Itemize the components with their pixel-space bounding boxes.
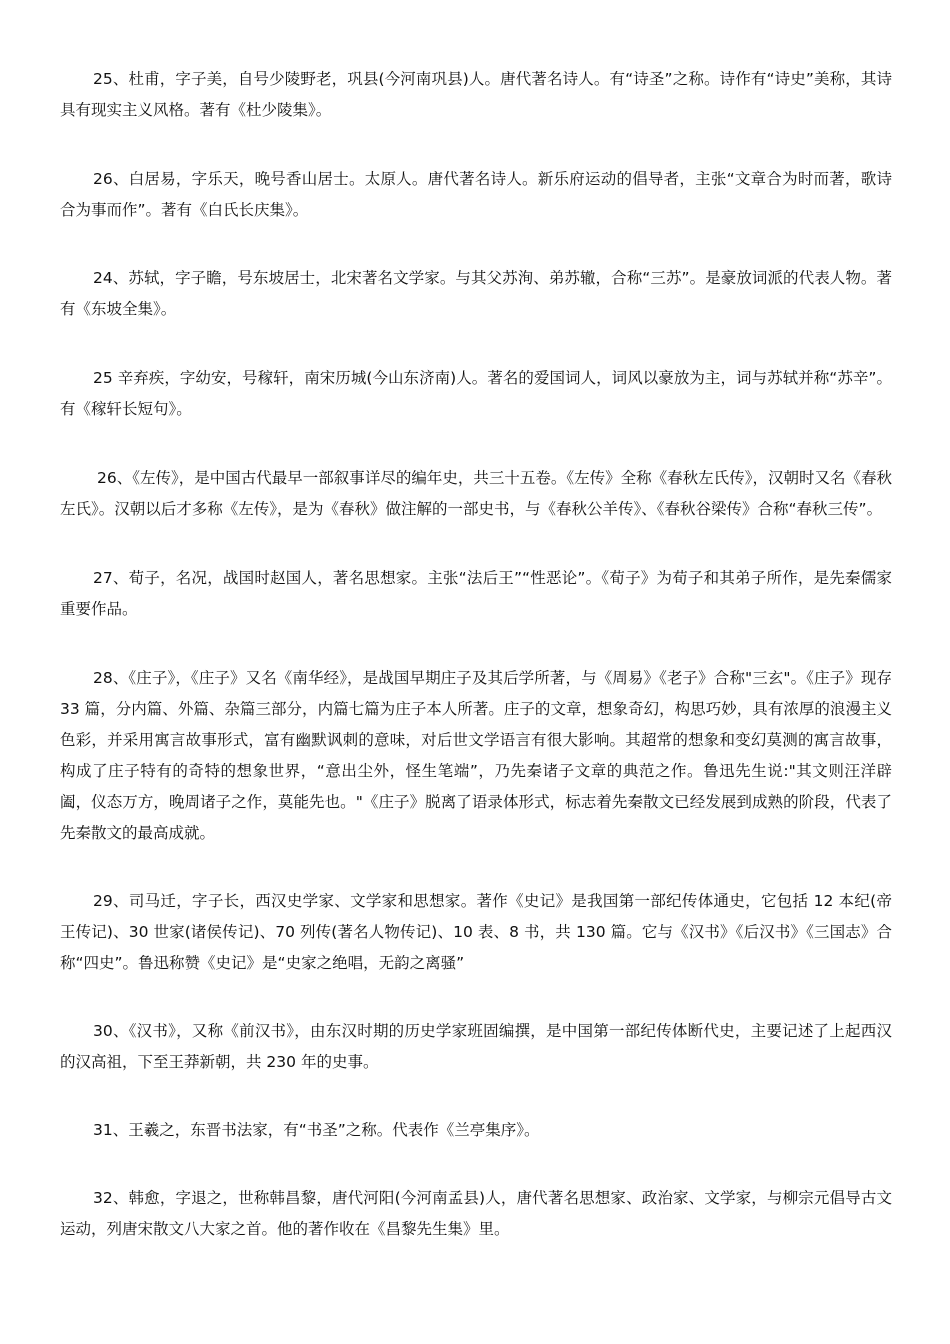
paragraph-xunzi: 27、荀子，名况，战国时赵国人，著名思想家。主张“法后王”“性恶论”。《荀子》为荀子和其弟子所作，是先秦儒家重要作品。 (60, 569, 892, 618)
paragraph-zhuangzi: 28、《庄子》，《庄子》又名《南华经》，是战国早期庄子及其后学所著，与《周易》《老子》合称"三玄"。《庄子》现存 33 篇，分内篇、外篇、杂篇三部分，内篇七篇为庄子本人所著。庄子的文章，想象奇幻，构思巧妙，具有浓厚的浪漫主义色彩，并采用寓言故事形式，富有幽默讽刺的意味，对后世文学语言有很大影响。其超常的想象和变幻莫测的寓言故事，构成了庄子特有的奇特的想象世界，“意出尘外，怪生笔端”，乃先秦诸子文章的典范之作。鲁迅先生说:"其文则汪洋辟阖，仪态万方，晚周诸子之作，莫能先也。"《庄子》脱离了语录体形式，标志着先秦散文已经发展到成熟的阶段，代表了先秦散文的最高成就。 (60, 669, 892, 842)
paragraph-han-shu: 30、《汉书》，又称《前汉书》，由东汉时期的历史学家班固编撰，是中国第一部纪传体断代史，主要记述了上起西汉的汉高祖，下至王莽新朝，共 230 年的史事。 (60, 1022, 892, 1071)
paragraph-du-fu: 25、杜甫，字子美，自号少陵野老，巩县(今河南巩县)人。唐代著名诗人。有“诗圣”之称。诗作有“诗史”美称，其诗具有现实主义风格。著有《杜少陵集》。 (60, 70, 892, 119)
paragraph-wang-xizhi: 31、王羲之，东晋书法家，有“书圣”之称。代表作《兰亭集序》。 (93, 1121, 540, 1139)
paragraph-sima-qian: 29、司马迁，字子长，西汉史学家、文学家和思想家。著作《史记》是我国第一部纪传体通史，它包括 12 本纪(帝王传记)、30 世家(诸侯传记)、70 列传(著名人物传记)、10 表、8 书，共 130 篇。它与《汉书》《后汉书》《三国志》合称“四史”。鲁迅称赞《史记》是“史家之绝唱，无韵之离骚” (60, 892, 892, 972)
paragraph-su-shi: 24、苏轼，字子瞻，号东坡居士，北宋著名文学家。与其父苏洵、弟苏辙，合称“三苏”。是豪放词派的代表人物。著有《东坡全集》。 (60, 269, 892, 318)
paragraph-zuo-zhuan: 26、《左传》，是中国古代最早一部叙事详尽的编年史，共三十五卷。《左传》全称《春秋左氏传》，汉朝时又名《春秋左氏》。汉朝以后才多称《左传》，是为《春秋》做注解的一部史书，与《春秋公羊传》、《春秋谷梁传》合称“春秋三传”。 (60, 469, 892, 518)
paragraph-bai-juyi: 26、白居易，字乐天，晚号香山居士。太原人。唐代著名诗人。新乐府运动的倡导者，主张“文章合为时而著，歌诗合为事而作”。著有《白氏长庆集》。 (60, 170, 892, 219)
paragraph-xin-qiji: 25 辛弃疾，字幼安，号稼轩，南宋历城(今山东济南)人。著名的爱国词人，词风以豪放为主，词与苏轼并称“苏辛”。有《稼轩长短句》。 (60, 369, 892, 418)
paragraph-han-yu: 32、韩愈，字退之，世称韩昌黎，唐代河阳(今河南孟县)人，唐代著名思想家、政治家、文学家，与柳宗元倡导古文运动，列唐宋散文八大家之首。他的著作收在《昌黎先生集》里。 (60, 1189, 892, 1238)
document-page (60, 64, 892, 1245)
